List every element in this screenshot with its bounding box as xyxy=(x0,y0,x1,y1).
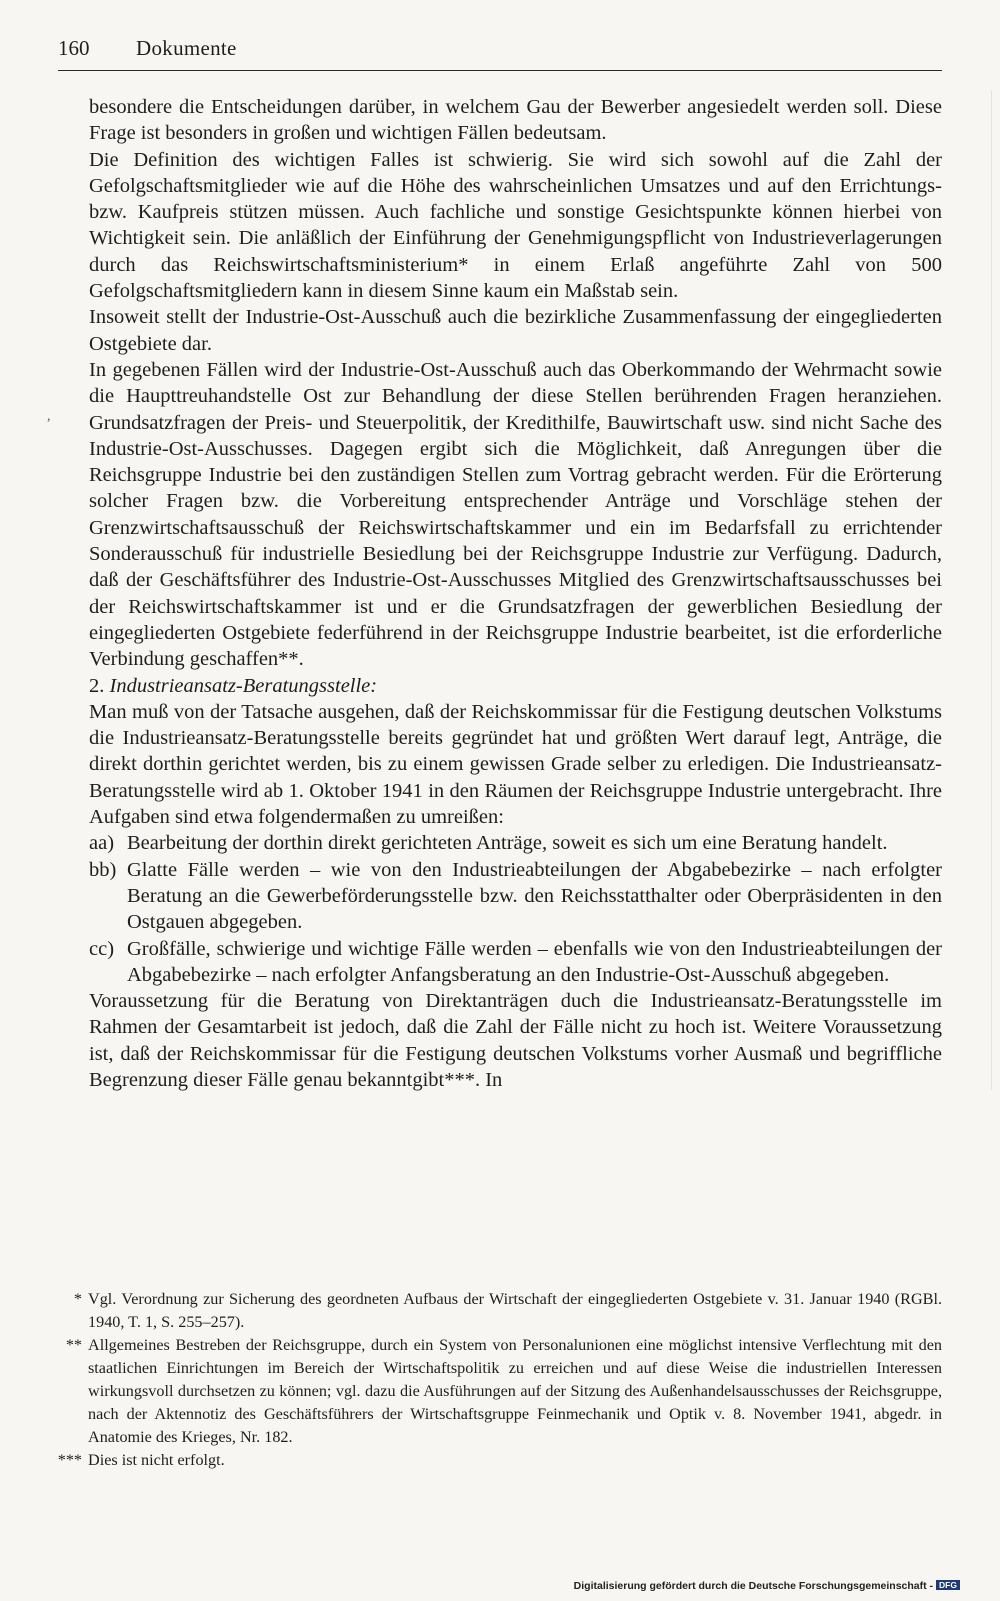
paragraph: In gegebenen Fällen wird der Industrie-Ost-Ausschuß auch das Oberkommando der Wehrmacht sowie die Haupttreuhandstelle Ost zur Behandlung der diese Stellen berührenden Fragen heranziehen. Grundsatzfragen der Preis- und Steuerpolitik, der Kredithilfe, Bauwirtschaft usw. sind nicht Sache des Industrie-Ost-Ausschusses. Dagegen ergibt sich die Möglichkeit, daß Anregungen über die Reichsgruppe Industrie bei den zuständigen Stellen zum Vortrag gebracht werden. Für die Erörterung solcher Fragen bzw. die Vorbereitung entsprechender Anträge und Vorschläge stehen der Grenzwirtschaftsausschuß der Reichswirtschaftskammer und ein im Bedarfsfall zu errichtender Sonderausschuß für industrielle Besiedlung bei der Reichsgruppe Industrie zur Verfügung. Dadurch, daß der Geschäftsführer des Industrie-Ost-Ausschusses Mitglied des Grenzwirtschaftsausschusses bei der Reichswirtschaftskammer ist und er die Grundsatzfragen der gewerblichen Besiedlung der eingegliederten Ostgebiete federführend in der Reichsgruppe Industrie bearbeitet, ist die erforderliche Verbindung geschaffen**. xyxy=(89,358,942,671)
digitization-credit xyxy=(574,1580,960,1592)
paragraph: Insoweit stellt der Industrie-Ost-Ausschuß auch die bezirkliche Zusammenfassung der eingegliederten Ostgebiete dar. xyxy=(89,306,942,355)
footnote xyxy=(52,1288,942,1334)
section-title: Industrieansatz-Beratungsstelle: xyxy=(109,674,378,697)
paragraph: Man muß von der Tatsache ausgehen, daß der Reichskommissar für die Festigung deutschen Volkstums die Industrieansatz-Beratungsstelle bereits gegründet hat und größten Wert darauf legt, Anträge, die direkt dorthin gerichtet werden, bis zu einem gewissen Grade selber zu erledigen. Die Industrieansatz-Beratungsstelle wird ab 1. Oktober 1941 in den Räumen der Reichsgruppe Industrie untergebracht. Ihre Aufgaben sind etwa folgendermaßen zu umreißen: xyxy=(89,700,942,829)
scan-edge xyxy=(991,90,992,1090)
footnote-marker: ** xyxy=(65,1336,82,1354)
footnote-marker: * xyxy=(73,1290,82,1308)
footnotes xyxy=(52,1288,942,1472)
footnote-text: Allgemeines Bestreben der Reichsgruppe, durch ein System von Personalunionen eine möglichst intensive Verflechtung mit den staatlichen Einrichtungen im Bereich der Wirtschaftspolitik zu erreichen und auf diese Weise die industriellen Interessen wirkungsvoll durchsetzen zu können; vgl. dazu die Ausführungen auf der Sitzung des Außenhandelsausschusses der Reichsgruppe, nach der Aktennotiz des Geschäftsführers der Wirtschaftsgruppe Feinmechanik und Optik v. 8. November 1941, abgedr. in Anatomie des Krieges, Nr. 182. xyxy=(88,1336,942,1446)
paragraph: besondere die Entscheidungen darüber, in welchem Gau der Bewerber angesiedelt werden soll. Diese Frage ist besonders in großen und wichtigen Fällen bedeutsam. xyxy=(89,96,942,145)
credit-text: Digitalisierung gefördert durch die Deutsche Forschungsgemeinschaft - xyxy=(573,1580,934,1592)
footnote-text: Vgl. Verordnung zur Sicherung des geordneten Aufbaus der Wirtschaft der eingegliederten Ostgebiete v. 31. Januar 1940 (RGBl. 1940, T. 1, S. 255–257). xyxy=(88,1290,942,1331)
list-marker: aa) xyxy=(89,832,115,855)
list-item-text: Glatte Fälle werden – wie von den Industrieabteilungen der Abgabebezirke – nach erfolgter Beratung an die Gewerbeförderungsstelle bzw. den Reichsstatthalter oder Oberpräsidenten in den Ostgauen abgegeben. xyxy=(127,858,942,934)
list-item-text: Bearbeitung der dorthin direkt gerichteten Anträge, soweit es sich um eine Beratung handelt. xyxy=(127,832,888,855)
paragraph: Voraussetzung für die Beratung von Direktanträgen duch die Industrieansatz-Beratungsstelle im Rahmen der Gesamtarbeit ist jedoch, daß die Zahl der Fälle nicht zu hoch ist. Weitere Voraussetzung ist, daß der Reichskommissar für die Festigung deutschen Volkstums vorher Ausmaß und begriffliche Begrenzung dieser Fälle genau bekanntgibt***. In xyxy=(89,990,942,1091)
running-title: Dokumente xyxy=(136,36,237,60)
body-text xyxy=(89,94,942,1093)
page-header xyxy=(58,34,942,71)
section-heading xyxy=(89,673,942,699)
scan-mark: , xyxy=(47,409,51,424)
list-item xyxy=(89,830,942,856)
footnote-marker: *** xyxy=(57,1451,82,1469)
list-item-text: Großfälle, schwierige und wichtige Fälle werden – ebenfalls wie von den Industrieabteilungen der Abgabebezirke – nach erfolgter Anfangsberatung an den Industrie-Ost-Ausschuß abgegeben. xyxy=(127,937,942,986)
list-marker: bb) xyxy=(89,858,117,881)
paragraph: Die Definition des wichtigen Falles ist schwierig. Sie wird sich sowohl auf die Zahl der Gefolgschaftsmitglieder wie auf die Höhe des wahrscheinlichen Umsatzes und auf den Errichtungs- bzw. Kaufpreis stützen müssen. Auch fachliche und sonstige Gesichtspunkte können hierbei von Wichtigkeit sein. Die anläßlich der Einführung der Genehmigungspflicht von Industrieverlagerungen durch das Reichswirtschaftsministerium* in einem Erlaß angeführte Zahl von 500 Gefolgschaftsmitgliedern kann in diesem Sinne kaum ein Maßstab sein. xyxy=(89,148,942,303)
page-number: 160 xyxy=(58,36,90,60)
footnote xyxy=(52,1334,942,1449)
footnote xyxy=(52,1449,942,1472)
list-marker: cc) xyxy=(89,937,115,960)
footnote-text: Dies ist nicht erfolgt. xyxy=(88,1451,225,1469)
list-item xyxy=(89,857,942,936)
dfg-logo: DFG xyxy=(936,1580,960,1590)
section-number: 2. xyxy=(89,674,105,697)
list-item xyxy=(89,936,942,989)
